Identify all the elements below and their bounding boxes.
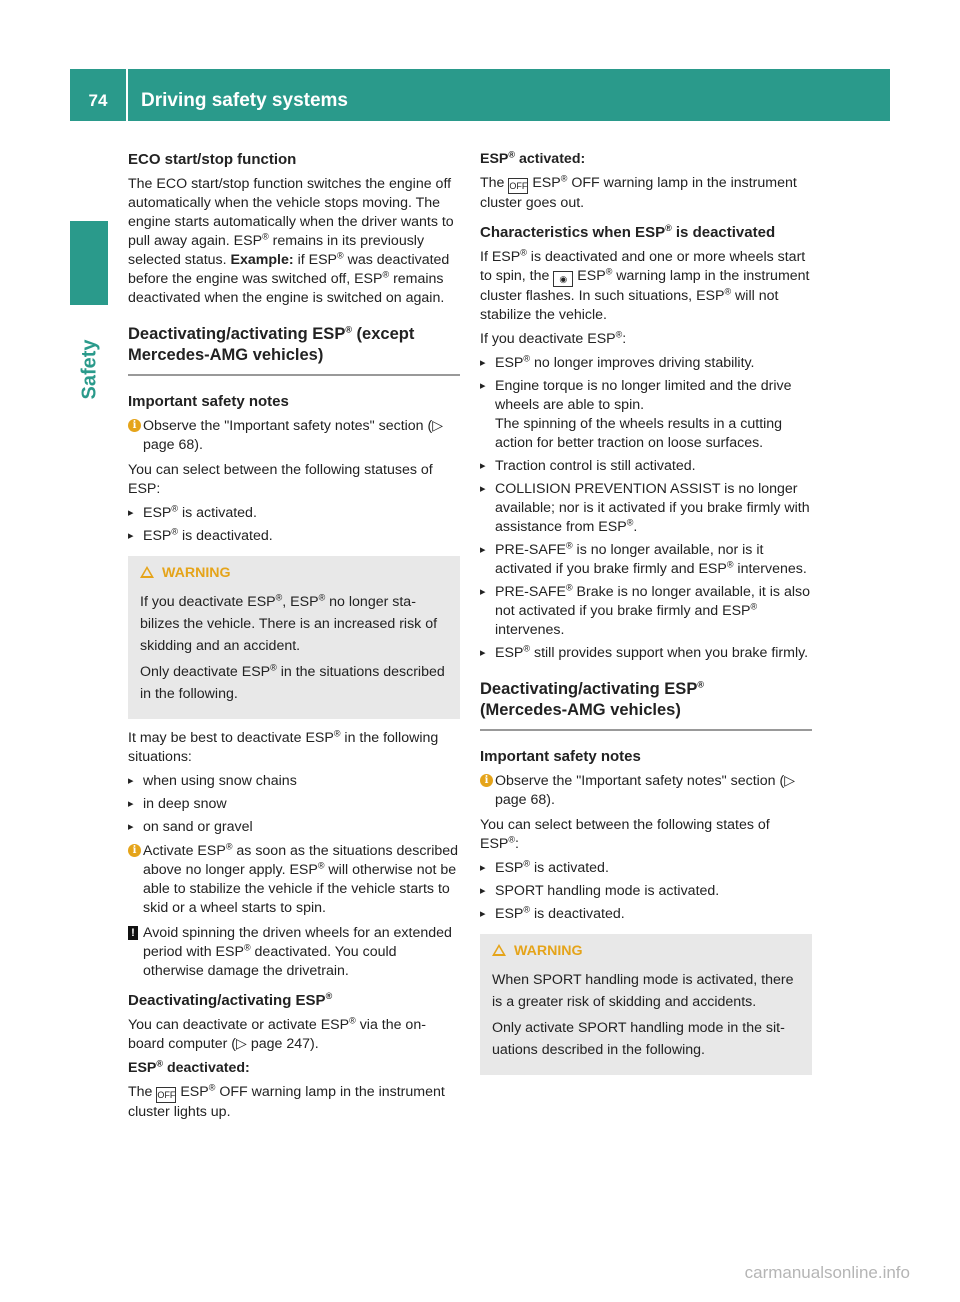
states-list (480, 859, 812, 924)
eco-paragraph: The ECO start/stop function switches the engine off automatically when the vehicle stops moving. The engine starts automatically when the driver wants to pull away again. ESP® remains in its previously selected status. Example: if ESP® was deactivated before the engine was switched off, ESP® remains deactivated when the engine is switched on again. (128, 176, 454, 306)
warning-triangle-icon (140, 566, 154, 578)
info-note: i Observe the "Important safety notes" section (▷ page 68). (480, 772, 812, 810)
list-item: ▸ ESP® is deactivated. (480, 905, 812, 924)
list-item: ▸ Engine torque is no longer limited and the drive wheels are able to spin. The spinning of the wheels results in a cutting action for better traction on loose surfaces. (480, 377, 812, 453)
warning-box: WARNING If you deactivate ESP®, ESP® no longer stabilizes the vehicle. There is an increased risk of skidding and an accident. Only deactivate ESP® in the situations described in the following. (128, 556, 460, 719)
esp-warning-icon: ◉ (553, 271, 573, 287)
side-chapter-label: Safety (78, 339, 101, 400)
header-divider (126, 69, 128, 121)
list-item: ▸ ESP® is activated. (480, 859, 812, 878)
amg-heading: Deactivating/activating ESP® (Mercedes-AMG vehicles) (480, 679, 812, 731)
deactivated-paragraph: The OFF ESP® OFF warning lamp in the instrument cluster lights up. (128, 1082, 445, 1120)
esp-off-icon: OFF (156, 1087, 176, 1103)
activated-title: ESP® activated: (480, 149, 586, 167)
info-icon: i (128, 419, 141, 432)
list-item: ▸ ESP® is deactivated. (128, 527, 460, 546)
situations-list (128, 772, 460, 837)
characteristics-paragraph: If ESP® is deactivated and one or more wheels start to spin, the ◉ ESP® warning lamp in the instrument cluster flashes. In such situations, ESP® will not stabilize the vehicle. (480, 247, 810, 323)
activated-paragraph: The OFF ESP® OFF warning lamp in the instrument cluster goes out. (480, 173, 797, 211)
list-item: ▸ on sand or gravel (128, 818, 460, 837)
characteristics-title: Characteristics when ESP® is deactivated (480, 223, 776, 241)
safety-notes-title: Important safety notes (128, 393, 289, 410)
warning-title: WARNING (140, 564, 448, 583)
warning-triangle-icon (492, 944, 506, 956)
left-column (128, 150, 460, 1127)
select-paragraph: You can select between the following statuses of ESP: (128, 462, 433, 497)
page-number: 74 (88, 91, 108, 110)
list-item: ▸ COLLISION PREVENTION ASSIST is no longer available; nor is it activated if you brake firmly with assistance from ESP®. (480, 480, 812, 537)
list-item: ▸ PRE-SAFE® is no longer available, nor is it activated if you brake firmly and ESP® intervenes. (480, 541, 812, 579)
section-title: Driving safety systems (141, 90, 348, 111)
list-item: ▸ in deep snow (128, 795, 460, 814)
status-list (128, 504, 460, 546)
consequences-list (480, 354, 812, 663)
warning-title: WARNING (492, 942, 800, 961)
right-column (480, 150, 812, 1085)
deact-paragraph: You can deactivate or activate ESP® via the on-board computer (▷ page 247). (128, 1015, 426, 1052)
deact-activate-subheading: Deactivating/activating ESP® (128, 991, 333, 1009)
if-deactivate-intro: If you deactivate ESP®: (480, 329, 627, 347)
list-item: ▸ ESP® no longer improves driving stability. (480, 354, 812, 373)
safety-notes-title: Important safety notes (480, 748, 641, 765)
select-paragraph: You can select between the following states of ESP®: (480, 817, 770, 852)
list-item: ▸ SPORT handling mode is activated. (480, 882, 812, 901)
list-item: ▸ Traction control is still activated. (480, 457, 812, 476)
list-item: ▸ ESP® still provides support when you brake firmly. (480, 644, 812, 663)
warning-box: WARNING When SPORT handling mode is activated, there is a greater risk of skidding and accidents. Only activate SPORT handling mode in the situations described in the following. (480, 934, 812, 1075)
list-item: ▸ ESP® is activated. (128, 504, 460, 523)
situations-intro: It may be best to deactivate ESP® in the following situations: (128, 728, 439, 765)
esp-off-icon: OFF (508, 178, 528, 194)
exclamation-icon: ! (128, 926, 138, 940)
list-item: ▸ when using snow chains (128, 772, 460, 791)
info-icon: i (480, 774, 493, 787)
info-note: i Observe the "Important safety notes" section (▷ page 68). (128, 417, 460, 455)
eco-title: ECO start/stop function (128, 151, 297, 168)
info-icon: i (128, 844, 141, 857)
deactivated-title: ESP® deactivated: (128, 1058, 250, 1076)
footer-watermark: carmanualsonline.info (744, 1263, 910, 1282)
info-note: i Activate ESP® as soon as the situations described above no longer apply. ESP® will otherwise not be able to stabilize the vehicle if the vehicle starts to skid or a wheel starts to spin. (128, 842, 460, 918)
list-item: ▸ PRE-SAFE® Brake is no longer available, it is also not activated if you brake firmly and ESP® intervenes. (480, 583, 812, 640)
caution-note: ! Avoid spinning the driven wheels for an extended period with ESP® deactivated. You could otherwise damage the drivetrain. (128, 924, 460, 981)
deactivating-heading: Deactivating/activating ESP® (except Mercedes-AMG vehicles) (128, 324, 460, 376)
side-tab-marker (70, 221, 108, 305)
